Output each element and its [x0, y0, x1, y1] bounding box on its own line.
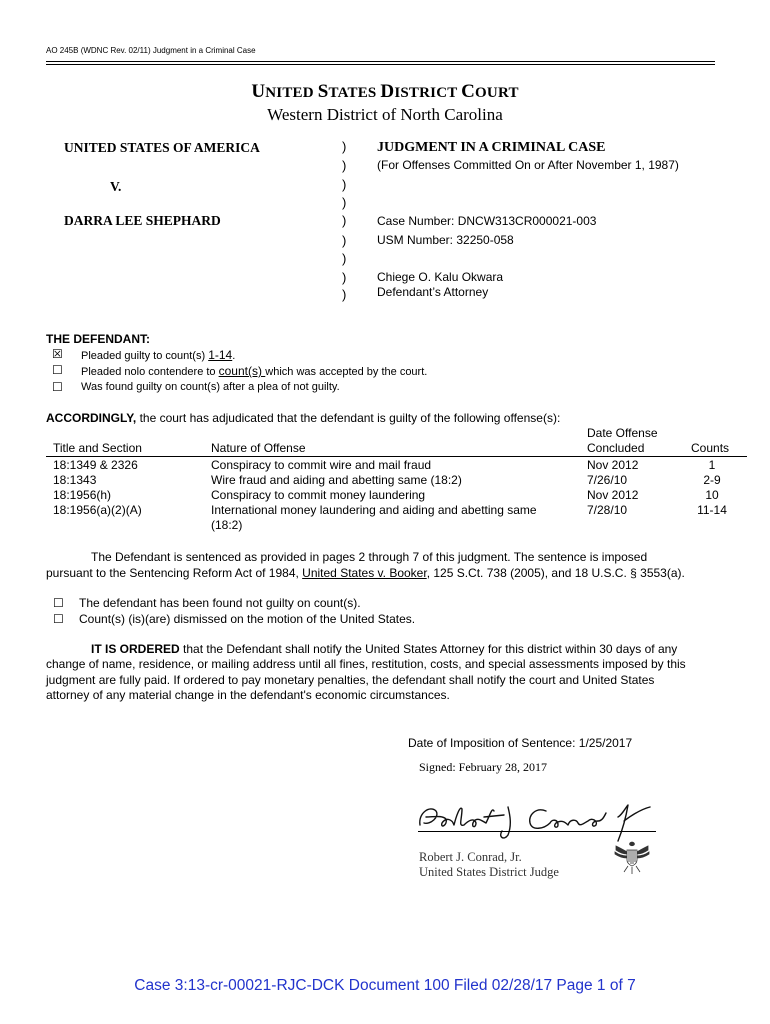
row-title: 18:1343: [53, 473, 97, 487]
nolo-contendere-text: Pleaded nolo contendere to count(s) which was accepted by the court.: [81, 364, 428, 378]
order-paragraph-line: attorney of any material change in the defendant's economic circumstances.: [46, 688, 450, 702]
caption-paren: ): [342, 287, 347, 302]
caption-paren: ): [342, 270, 347, 285]
defendant-name: DARRA LEE SHEPHARD: [64, 213, 221, 228]
row-date: 7/28/10: [587, 503, 628, 517]
empty-box-icon[interactable]: ☐: [52, 380, 63, 394]
table-header-rule: [46, 456, 747, 457]
plaintiff-name: UNITED STATES OF AMERICA: [64, 140, 260, 155]
row-title: 18:1349 & 2326: [53, 458, 138, 472]
caption-paren: ): [342, 233, 347, 248]
row-date: 7/26/10: [587, 473, 628, 487]
sentence-paragraph-line: The Defendant is sentenced as provided in pages 2 through 7 of this judgment. The sentence is imposed: [91, 550, 648, 564]
not-guilty-text: The defendant has been found not guilty on count(s).: [79, 596, 361, 610]
header-concluded: Concluded: [587, 441, 645, 455]
checked-box-icon[interactable]: ☒: [52, 347, 63, 361]
header-title-section: Title and Section: [53, 441, 142, 455]
row-counts: 1: [708, 458, 716, 472]
judge-title: United States District Judge: [419, 865, 559, 879]
case-number: Case Number: DNCW313CR000021-003: [377, 214, 597, 228]
row-title: 18:1956(a)(2)(A): [53, 503, 142, 517]
booker-citation: United States v. Booker: [302, 566, 427, 580]
empty-box-icon[interactable]: ☐: [53, 612, 64, 626]
judgment-title: JUDGMENT IN A CRIMINAL CASE: [377, 140, 606, 155]
pleaded-guilty-text: Pleaded guilty to count(s) 1-14.: [81, 348, 236, 362]
empty-box-icon[interactable]: ☐: [52, 363, 63, 377]
district-name: Western District of North Carolina: [267, 105, 503, 124]
imposition-date: Date of Imposition of Sentence: 1/25/2017: [408, 736, 633, 750]
versus: V.: [110, 179, 122, 194]
caption-paren: ): [342, 158, 347, 173]
signature-line: [418, 831, 656, 832]
court-name: UNITED STATES DISTRICT COURT: [251, 81, 519, 102]
attorney-label: Defendant’s Attorney: [377, 285, 489, 299]
caption-paren: ): [342, 177, 347, 192]
header-nature: Nature of Offense: [211, 441, 306, 455]
row-nature-continued: (18:2): [211, 518, 243, 532]
order-paragraph-line: judgment are fully paid. If ordered to pay monetary penalties, the defendant shall notify the court and United States: [46, 673, 655, 687]
form-identifier: AO 245B (WDNC Rev. 02/11) Judgment in a Criminal Case: [46, 46, 256, 55]
row-counts: 2-9: [703, 473, 721, 487]
header-rule-bottom: [46, 64, 715, 65]
row-title: 18:1956(h): [53, 488, 112, 502]
header-rule-top: [46, 61, 715, 62]
row-date: Nov 2012: [587, 458, 639, 472]
row-nature: Conspiracy to commit wire and mail fraud: [211, 458, 432, 472]
caption-paren: ): [342, 139, 347, 154]
order-paragraph-line: change of name, residence, or mailing address until all fines, restitution, costs, and special assessments imposed by this: [46, 657, 686, 671]
accordingly-text: ACCORDINGLY, the court has adjudicated that the defendant is guilty of the following offense(s):: [46, 411, 561, 425]
dismissed-text: Count(s) (is)(are) dismissed on the motion of the United States.: [79, 612, 416, 626]
row-date: Nov 2012: [587, 488, 639, 502]
judge-name: Robert J. Conrad, Jr.: [419, 850, 522, 864]
signed-date: Signed: February 28, 2017: [419, 760, 547, 774]
header-date-offense: Date Offense: [587, 426, 658, 440]
row-nature: Conspiracy to commit money laundering: [211, 488, 426, 502]
row-nature: Wire fraud and aiding and abetting same (18:2): [211, 473, 462, 487]
usm-number: USM Number: 32250-058: [377, 233, 514, 247]
caption-paren: ): [342, 251, 347, 266]
row-nature: International money laundering and aiding and abetting same: [211, 503, 537, 517]
attorney-name: Chiege O. Kalu Okwara: [377, 270, 504, 284]
caption-paren: ): [342, 195, 347, 210]
defendant-heading: THE DEFENDANT:: [46, 332, 150, 346]
found-guilty-text: Was found guilty on count(s) after a plea of not guilty.: [81, 381, 340, 393]
ecf-footer-stamp: Case 3:13-cr-00021-RJC-DCK Document 100 Filed 02/28/17 Page 1 of 7: [134, 977, 636, 994]
header-counts: Counts: [691, 441, 730, 455]
judgment-subtitle: (For Offenses Committed On or After November 1, 1987): [377, 158, 679, 172]
court-seal-eagle-icon: [612, 836, 652, 876]
caption-paren: ): [342, 213, 347, 228]
empty-box-icon[interactable]: ☐: [53, 596, 64, 610]
sentence-paragraph-line: pursuant to the Sentencing Reform Act of 1984, United States v. Booker, 125 S.Ct. 738 (2005), and 18 U.S.C. § 3553(a).: [46, 566, 685, 580]
row-counts: 11-14: [697, 503, 727, 517]
row-counts: 10: [705, 488, 719, 502]
order-paragraph-line: IT IS ORDERED that the Defendant shall notify the United States Attorney for this district within 30 days of any: [91, 642, 678, 656]
